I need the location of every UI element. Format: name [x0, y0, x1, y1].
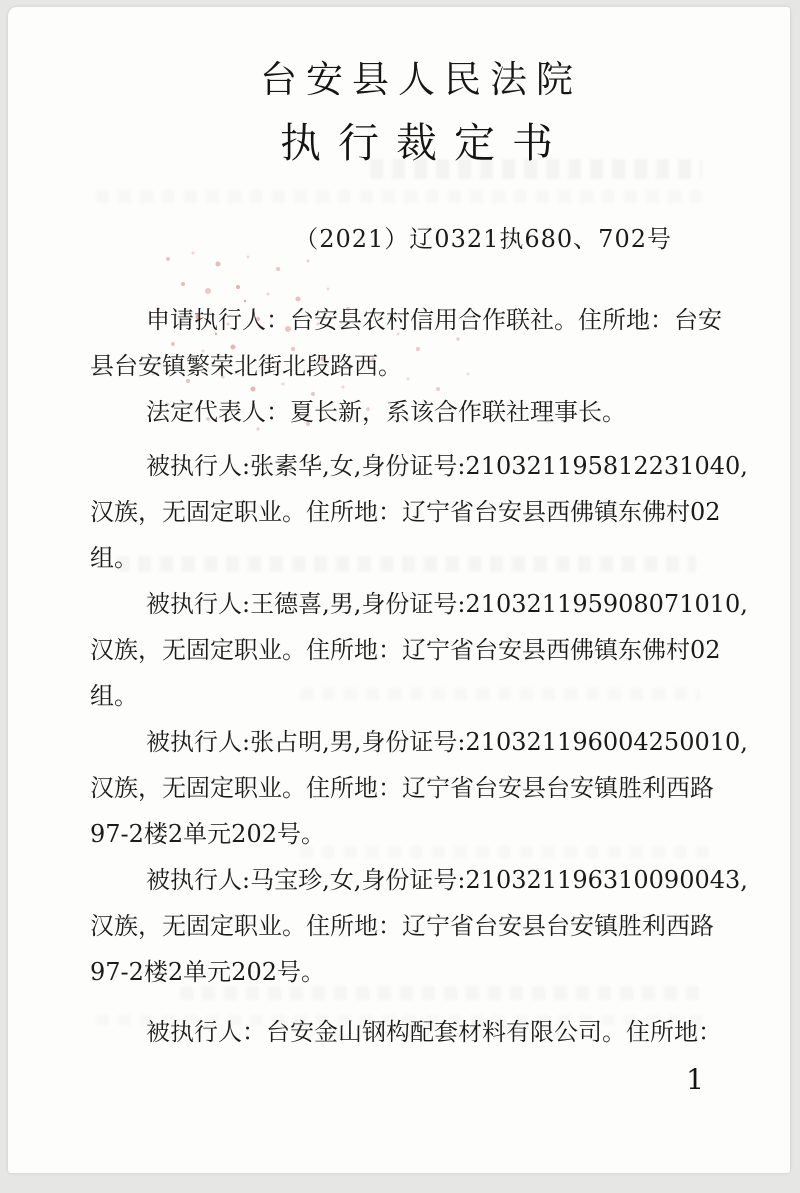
body-line: 组。 [90, 544, 138, 572]
body-line: 被执行人：台安金山钢构配套材料有限公司。住所地： [146, 1018, 722, 1046]
paragraph-legal-representative [90, 389, 738, 435]
body-line: 被执行人:张占明,男,身份证号:210321196004250010, [146, 728, 748, 756]
document-title: 执行裁定书 [280, 119, 570, 167]
paragraph-respondent-3 [90, 719, 748, 857]
body-line: 97-2楼2单元202号。 [90, 820, 325, 848]
body-line: 汉族，无固定职业。住所地：辽宁省台安县台安镇胜利西路 [90, 912, 714, 940]
paragraph-respondent-4 [90, 857, 748, 995]
body-line: 组。 [90, 682, 138, 710]
body-line: 汉族，无固定职业。住所地：辽宁省台安县西佛镇东佛村02 [90, 636, 721, 664]
body-line: 被执行人:马宝珍,女,身份证号:210321196310090043, [146, 866, 748, 894]
body-line: 法定代表人：夏长新，系该合作联社理事长。 [146, 398, 626, 426]
court-name: 台安县人民法院 [260, 58, 582, 101]
body-line: 被执行人:王德喜,男,身份证号:210321195908071010, [146, 590, 748, 618]
paragraph-respondent-2 [90, 581, 748, 719]
body-line: 汉族，无固定职业。住所地：辽宁省台安县台安镇胜利西路 [90, 774, 714, 802]
body-line: 申请执行人：台安县农村信用合作联社。住所地：台安 [146, 306, 722, 334]
paragraph-respondent-1 [90, 443, 748, 581]
paragraph-applicant [90, 297, 738, 389]
bleed-through-smudge [96, 190, 702, 203]
case-number: （2021）辽0321执680、702号 [294, 225, 672, 253]
paragraph-respondent-5 [90, 1009, 738, 1055]
body-line: 被执行人:张素华,女,身份证号:210321195812231040, [146, 452, 748, 480]
page-number: 1 [686, 1063, 704, 1096]
document-page [8, 7, 790, 1173]
document-body [90, 297, 748, 1055]
body-line: 县台安镇繁荣北街北段路西。 [90, 352, 402, 380]
body-line: 97-2楼2单元202号。 [90, 958, 325, 986]
body-line: 汉族，无固定职业。住所地：辽宁省台安县西佛镇东佛村02 [90, 498, 721, 526]
